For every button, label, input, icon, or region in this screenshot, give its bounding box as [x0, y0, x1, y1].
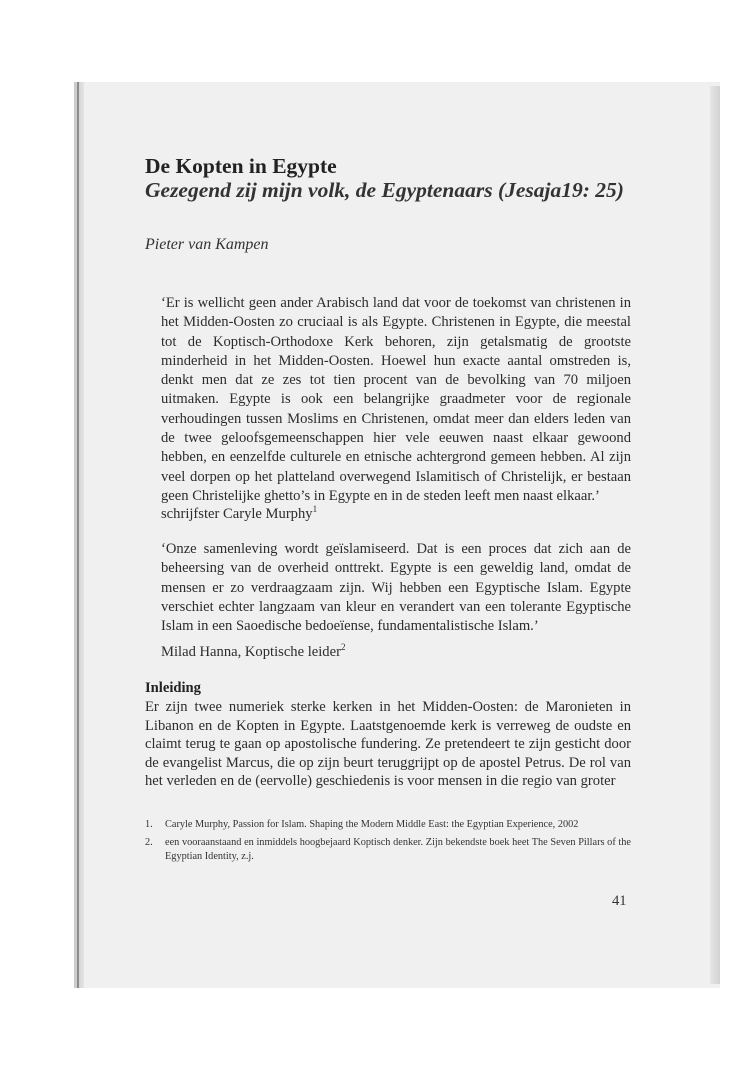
attribution-text: schrijfster Caryle Murphy	[161, 505, 313, 522]
page-edge	[710, 86, 720, 984]
footnote-item	[145, 836, 631, 864]
footnote-item	[145, 818, 631, 832]
footnote-ref-1[interactable]: 1	[312, 504, 318, 514]
epigraph-quote-1: ‘Er is wellicht geen ander Arabisch land dat voor de toekomst van christenen in het Midden-Oosten zo cruciaal is als Egypte. Christenen in Egypte, die meestal tot de Koptisch-Orthodoxe Kerk behoren, zijn getalsmatig de grootste minderheid in het Midden-Oosten. Hoewel hun exacte aantal omstreden is, denkt men dat ze zes tot tien procent van de bevolking van 70 miljoen uitmaken. Egypte is ook een belangrijke graadmeter voor de regionale verhoudingen tussen Moslims en Christenen, omdat meer dan elders leden van de twee geloofsgemeenschappen hier vele eeuwen naast elkaar gewoond hebben, en eenzelfde culturele en etnische achtergrond gemeen hebben. Al zijn veel dorpen op het platteland overwegend Islamitisch of Christelijk, er bestaan geen Christelijke ghetto’s in Egypte en in de steden leeft men naast elkaar.’	[161, 295, 631, 504]
footnote-number: 2.	[145, 837, 153, 848]
epigraph-attribution-2	[161, 642, 345, 661]
footnote-text: Caryle Murphy, Passion for Islam. Shaping the Modern Middle East: the Egyptian Experience, 2002	[165, 819, 579, 830]
footnote-text: een vooraanstaand en inmiddels hoogbejaard Koptisch denker. Zijn bekendste boek heet The Seven Pillars of the Egyptian Identity, z.j.	[165, 837, 631, 862]
footnotes	[145, 818, 631, 868]
page-binding-shadow	[74, 82, 84, 988]
article-author: Pieter van Kampen	[145, 236, 269, 253]
footnote-number: 1.	[145, 819, 153, 830]
section-heading: Inleiding	[145, 680, 201, 696]
epigraph-quote-2: ‘Onze samenleving wordt geïslamiseerd. Dat is een proces dat zich aan de beheersing van de overheid onttrekt. Egypte is een geweldig land, omdat de mensen er zo verdraagzaam zijn. Wij hebben een Egyptische Islam. Egypte verschiet echter langzaam van kleur en verandert van een tolerante Egyptische Islam in een Saoedische bedoeïense, fundamentalistische Islam.’	[161, 541, 631, 635]
attribution-text: Milad Hanna, Koptische leider	[161, 643, 341, 660]
footnote-ref-2[interactable]: 2	[340, 642, 346, 652]
article-subtitle: Gezegend zij mijn volk, de Egyptenaars (Jesaja19: 25)	[145, 178, 624, 202]
page-number: 41	[612, 893, 627, 909]
page-binding-line	[77, 82, 79, 988]
section-body: Er zijn twee numeriek sterke kerken in het Midden-Oosten: de Maronieten in Libanon en de Kopten in Egypte. Laatstgenoemde kerk is verreweg de oudste en claimt terug te gaan op apostolische fundering. Ze pretendeert te zijn gesticht door de evangelist Marcus, die op zijn beurt teruggrijpt op de apostel Petrus. De rol van het verleden en de (eervolle) geschiedenis is voor mensen in die regio van groter	[145, 699, 631, 790]
epigraph-attribution-1	[161, 504, 317, 523]
article-title: De Kopten in Egypte	[145, 154, 337, 178]
